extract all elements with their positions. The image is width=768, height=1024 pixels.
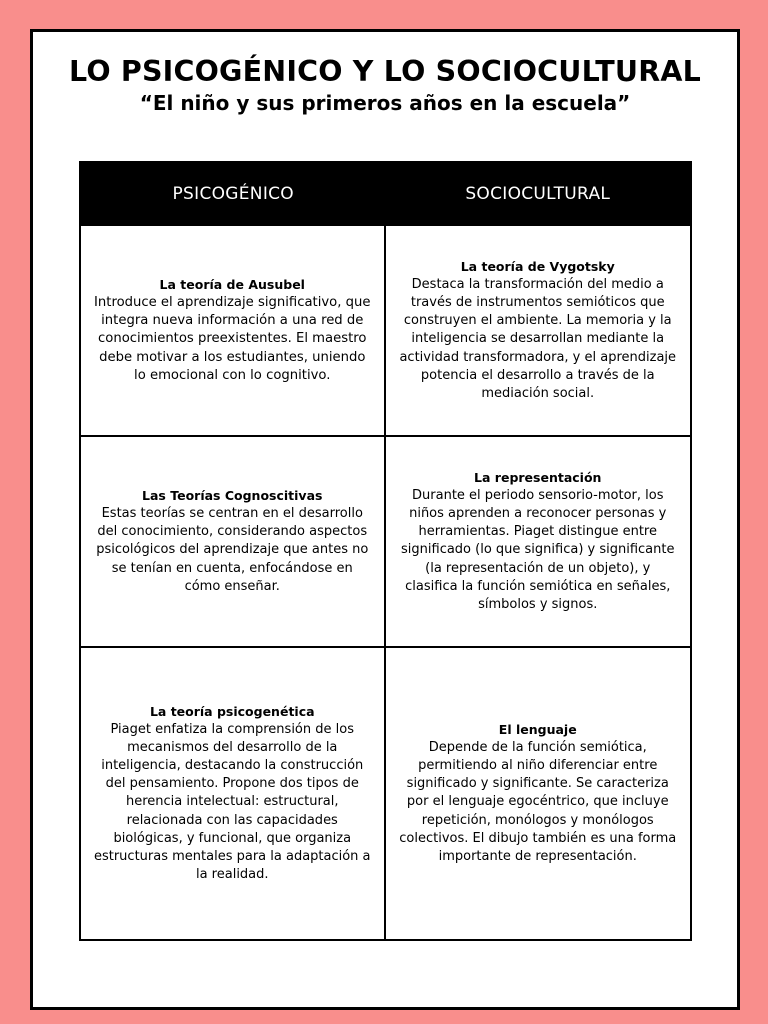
column-header-sociocultural: SOCIOCULTURAL [386, 163, 691, 224]
cell-heading: El lenguaje [498, 721, 577, 737]
column-header-psicogenico: PSICOGÉNICO [81, 163, 386, 224]
cell-heading: La teoría psicogenética [149, 703, 315, 719]
cell-heading: La teoría de Ausubel [159, 276, 305, 292]
cell-text: Piaget enfatiza la comprensión de los mecanismos del desarrollo de la inteligencia, destacando la construcción del pensamiento. Propone dos tipos de herencia intelectual: estructural, relacionada con las capacidades biológicas, y funcional, que organiza estructuras mentales para la adaptación a la realidad. [93, 721, 371, 883]
table-cell [386, 646, 691, 939]
cell-text: Durante el periodo sensorio-motor, los niños aprenden a reconocer personas y herramientas. Piaget distingue entre significado (lo que significa) y significante (la representación de un objeto), y clasifica la función semiótica en señales, símbolos y signos. [401, 487, 675, 612]
comparison-table [79, 161, 692, 941]
document-sheet [30, 29, 740, 1010]
cell-text: Introduce el aprendizaje significativo, que integra nueva información a una red de conocimientos preexistentes. El maestro debe motivar a los estudiantes, uniendo lo emocional con lo cognitivo. [94, 294, 371, 383]
table-cell [386, 435, 691, 646]
cell-heading: La teoría de Vygotsky [460, 258, 615, 274]
cell-text: Destaca la transformación del medio a través de instrumentos semióticos que construyen el ambiente. La memoria y la inteligencia se desarrollan mediante la actividad transformadora, y el aprendizaje potencia el desarrollo a través de la mediación social. [399, 276, 677, 401]
cell-heading: Las Teorías Cognoscitivas [142, 487, 323, 503]
cell-heading: La representación [474, 469, 602, 485]
table-cell [81, 646, 386, 939]
cell-text: Estas teorías se centran en el desarrollo del conocimiento, considerando aspectos psicológicos del aprendizaje que antes no se tenían en cuenta, enfocándose en cómo enseñar. [96, 505, 369, 594]
page-title: LO PSICOGÉNICO Y LO SOCIOCULTURAL [68, 55, 702, 88]
table-cell [81, 435, 386, 646]
page-subtitle: “El niño y sus primeros años en la escuela” [139, 91, 631, 115]
cell-text: Depende de la función semiótica, permitiendo al niño diferenciar entre significado y significante. Se caracteriza por el lenguaje egocéntrico, que incluye repetición, monólogos y monólogos colectivos. El dibujo también es una forma importante de representación. [399, 739, 677, 864]
table-cell [81, 224, 386, 435]
table-cell [386, 224, 691, 435]
